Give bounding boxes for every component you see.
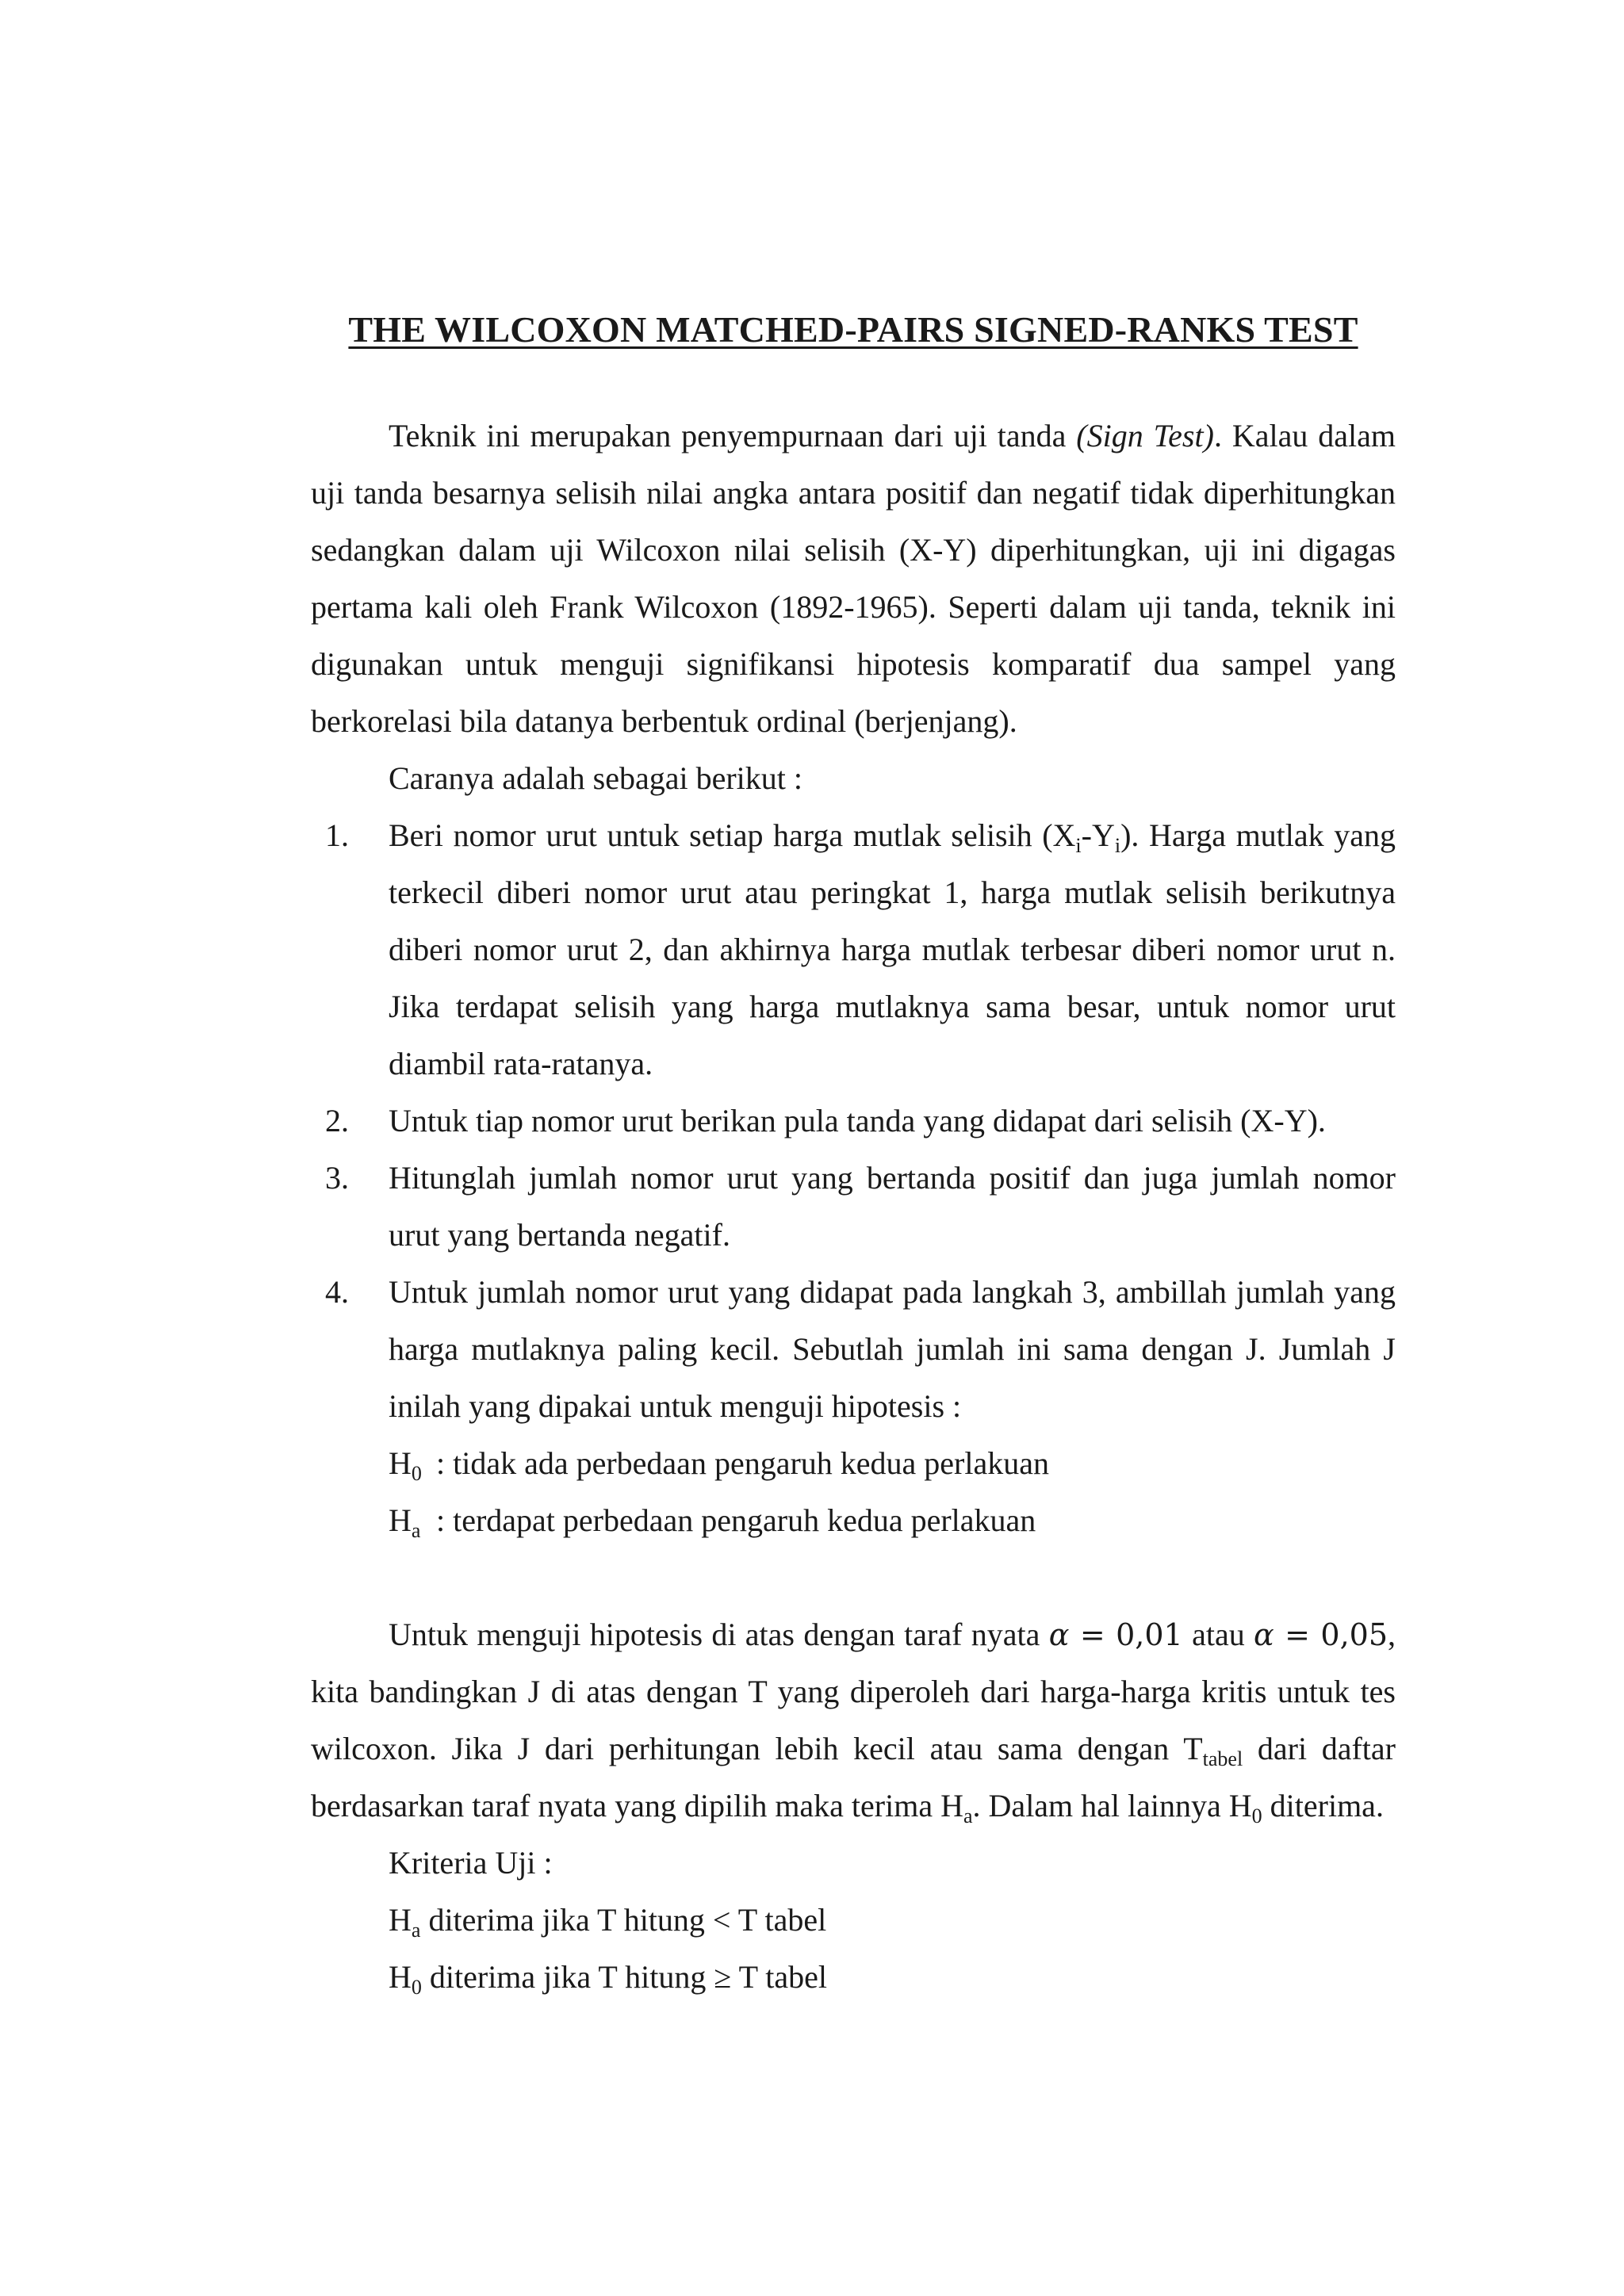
alpha-symbol: α: [1048, 1617, 1070, 1652]
list-number: 3.: [325, 1160, 349, 1196]
list-item: 2. Untuk tiap nomor urut berikan pula tanda yang didapat dari selisih (X-Y).: [311, 1093, 1396, 1150]
list-number: 2.: [325, 1103, 349, 1138]
list-item: 3. Hitunglah jumlah nomor urut yang bertanda positif dan juga jumlah nomor urut yang bertanda negatif.: [311, 1150, 1396, 1264]
list-number: 1.: [325, 817, 349, 853]
sign-test-term: (Sign Test): [1076, 418, 1214, 453]
test-paragraph: Untuk menguji hipotesis di atas dengan taraf nyata α = 0,01 atau α = 0,05, kita bandingkan J di atas dengan T yang diperoleh dari harga-harga kritis untuk tes wilcoxon. Jika J dari perhitungan lebih kecil atau sama dengan $T_{tabel}$ dari daftar berdasarkan taraf nyata yang dipilih maka terima $H_a$. Dalam hal lainnya $H_0$ diterima.: [311, 1617, 1396, 1827]
criteria-h0: $H_0$ diterima jika T hitung ≥ T tabel: [389, 1959, 828, 1999]
document-title: THE WILCOXON MATCHED-PAIRS SIGNED-RANKS TEST: [348, 309, 1358, 350]
alpha-symbol: α: [1254, 1617, 1274, 1652]
intro-paragraph: Teknik ini merupakan penyempurnaan dari uji tanda (Sign Test). Kalau dalam uji tanda besarnya selisih nilai angka antara positif dan negatif tidak diperhitungkan sedangkan dalam uji Wilcoxon nilai selisih (X-Y) diperhitungkan, uji ini digagas pertama kali oleh Frank Wilcoxon (1892-1965). Seperti dalam uji tanda, teknik ini digunakan untuk menguji signifikansi hipotesis komparatif dua sampel yang berkorelasi bila datanya berbentuk ordinal (berjenjang).: [311, 418, 1396, 739]
null-hypothesis: $H_0$ : tidak ada perbedaan pengaruh kedua perlakuan: [389, 1445, 1049, 1485]
criteria-title: Kriteria Uji :: [389, 1845, 553, 1881]
list-item: 4. Untuk jumlah nomor urut yang didapat pada langkah 3, ambillah jumlah yang harga mutlaknya paling kecil. Sebutlah jumlah ini sama dengan J. Jumlah J inilah yang dipakai untuk menguji hipotesis :: [311, 1264, 1396, 1435]
document-body: [311, 301, 1396, 2006]
steps-lead: Caranya adalah sebagai berikut :: [389, 760, 802, 796]
alternative-hypothesis: $H_a$ : terdapat perbedaan pengaruh kedua perlakuan: [389, 1502, 1036, 1542]
spacer: [311, 1549, 1396, 1606]
list-number: 4.: [325, 1274, 349, 1310]
steps-list: [311, 807, 1396, 1435]
list-item: 1. Beri nomor urut untuk setiap harga mutlak selisih $(X_i-Y_i)$. Harga mutlak yang terkecil diberi nomor urut atau peringkat 1, harga mutlak selisih berikutnya diberi nomor urut 2, dan akhirnya harga mutlak terbesar diberi nomor urut n. Jika terdapat selisih yang harga mutlaknya sama besar, untuk nomor urut diambil rata-ratanya.: [311, 807, 1396, 1093]
criteria-ha: $H_a$ diterima jika T hitung < T tabel: [389, 1902, 827, 1942]
